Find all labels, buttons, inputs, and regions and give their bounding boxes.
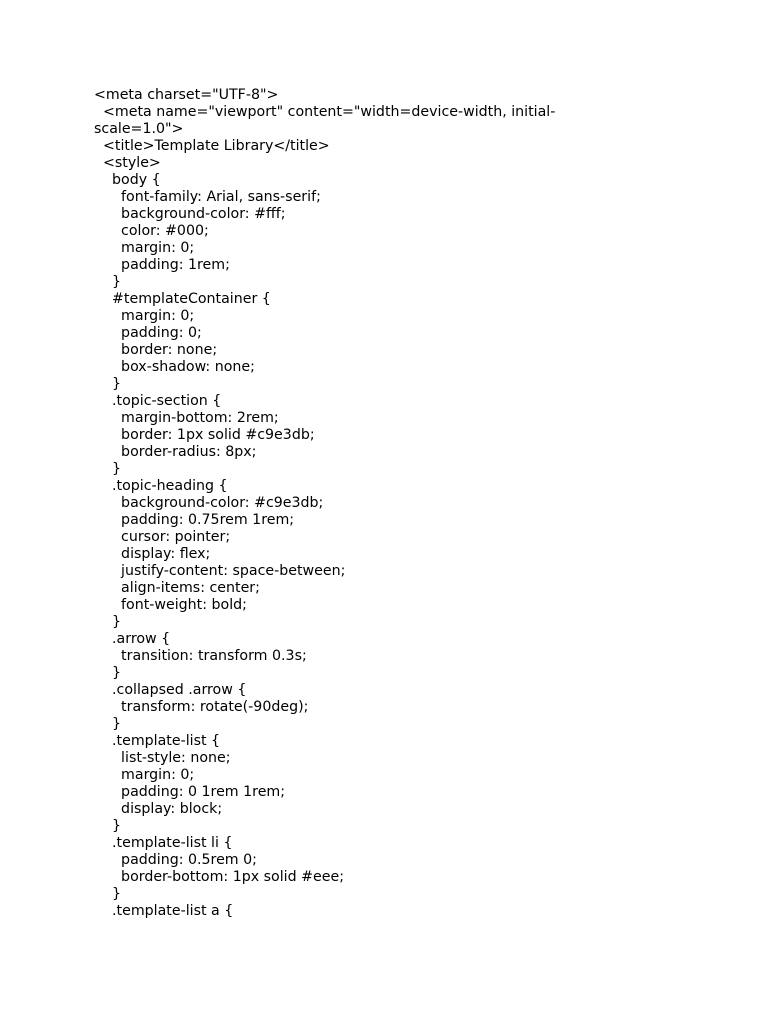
code-line: border-radius: 8px; [94,444,257,460]
code-line: } [94,665,122,681]
code-line: } [94,614,122,630]
code-line: .template-list { [94,733,221,749]
code-line: box-shadow: none; [94,359,255,375]
code-line: color: #000; [94,223,209,239]
code-line: body { [94,172,161,188]
code-line: .template-list li { [94,835,233,851]
code-line: .collapsed .arrow { [94,682,247,698]
code-line: } [94,461,122,477]
code-line: .template-list a { [94,903,234,919]
code-line: .topic-section { [94,393,222,409]
code-line: padding: 0 1rem 1rem; [94,784,286,800]
code-line: font-weight: bold; [94,597,247,613]
code-line: padding: 0.5rem 0; [94,852,257,868]
code-line: <style> [94,155,161,171]
code-line: <meta name="viewport" content="width=device-width, initial- [94,104,556,120]
code-line: margin: 0; [94,767,195,783]
code-line: .topic-heading { [94,478,228,494]
code-line: transition: transform 0.3s; [94,648,307,664]
code-line: display: flex; [94,546,211,562]
code-text-block [94,87,624,920]
code-line: } [94,376,122,392]
code-line: } [94,274,122,290]
code-line: justify-content: space-between; [94,563,346,579]
code-line: border: none; [94,342,218,358]
code-line: .arrow { [94,631,171,647]
code-line: } [94,818,122,834]
code-line: } [94,716,122,732]
code-line: scale=1.0"> [94,121,184,137]
code-line: font-family: Arial, sans-serif; [94,189,321,205]
code-line: #templateContainer { [94,291,271,307]
code-line: <title>Template Library</title> [94,138,330,154]
code-line: border-bottom: 1px solid #eee; [94,869,344,885]
code-line: list-style: none; [94,750,231,766]
code-line: align-items: center; [94,580,260,596]
code-line: padding: 0; [94,325,202,341]
code-line: display: block; [94,801,223,817]
code-line: cursor: pointer; [94,529,231,545]
code-line: padding: 0.75rem 1rem; [94,512,295,528]
code-line: background-color: #c9e3db; [94,495,324,511]
code-line: margin: 0; [94,240,195,256]
code-line: border: 1px solid #c9e3db; [94,427,315,443]
code-line: background-color: #fff; [94,206,286,222]
code-line: margin: 0; [94,308,195,324]
code-line: <meta charset="UTF-8"> [94,87,279,103]
code-line: } [94,886,122,902]
code-line: margin-bottom: 2rem; [94,410,279,426]
code-line: padding: 1rem; [94,257,230,273]
code-line: transform: rotate(-90deg); [94,699,309,715]
